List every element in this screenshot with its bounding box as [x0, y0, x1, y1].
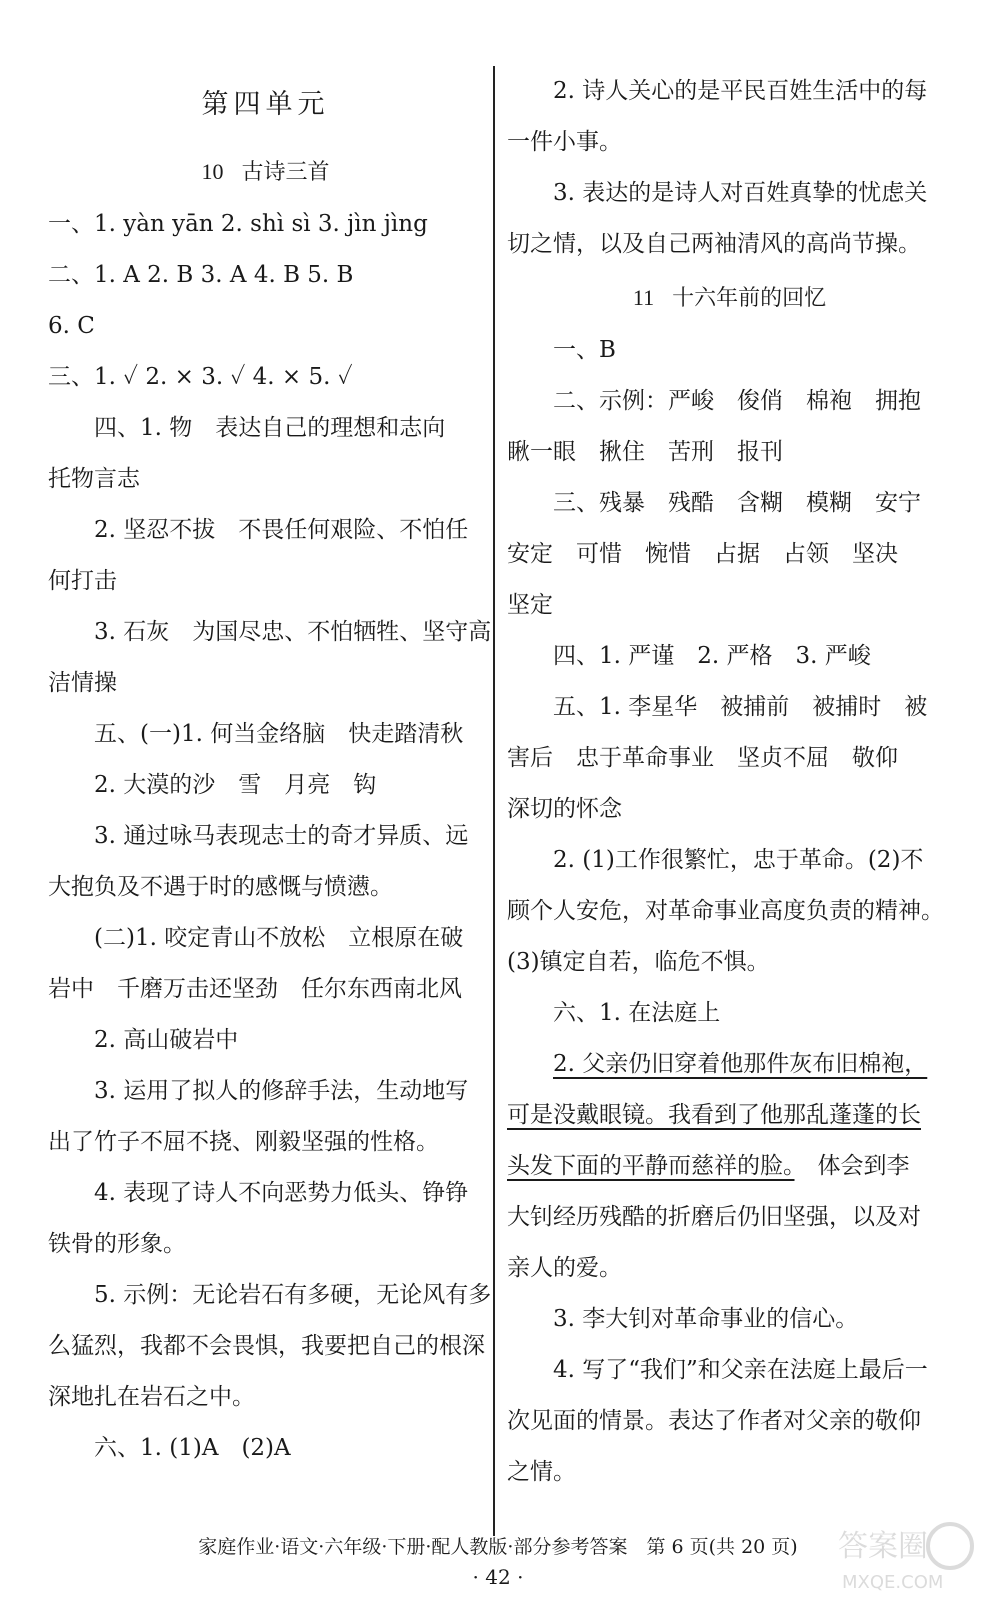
answer-line: 一件小事。 — [507, 129, 622, 155]
answer-line: 深地扎在岩石之中。 — [48, 1384, 255, 1410]
watermark-text: 答案圈 — [838, 1529, 928, 1564]
answer-line: 3. 表达的是诗人对百姓真挚的忧虑关 — [553, 180, 928, 206]
answer-line: (二)1. 咬定青山不放松 立根原在破 — [94, 925, 464, 951]
answer-line: 2. 高山破岩中 — [94, 1027, 239, 1053]
answer-line: 岩中 千磨万击还坚劲 任尔东西南北风 — [48, 976, 462, 1002]
answer-line: 4. 表现了诗人不向恶势力低头、铮铮 — [94, 1180, 469, 1206]
answer-line: 四、1. 严谨 2. 严格 3. 严峻 — [553, 643, 871, 669]
right-column — [507, 66, 952, 1498]
answer-line: 么猛烈，我都不会畏惧，我要把自己的根深 — [48, 1333, 485, 1359]
answer-line: 大钊经历残酷的折磨后仍旧坚强，以及对 — [507, 1204, 921, 1230]
left-column — [48, 66, 492, 1474]
answer-line: 一、B — [553, 337, 616, 363]
answer-line: 顾个人安危，对革命事业高度负责的精神。 — [507, 898, 944, 924]
answer-line: 坚定 — [507, 592, 553, 618]
answer-line: 六、1. 在法庭上 — [553, 1000, 721, 1026]
answer-line: 大抱负及不遇于时的感慨与愤懑。 — [48, 874, 393, 900]
answer-line: 瞅一眼 揪住 苦刑 报刊 — [507, 439, 783, 465]
answer-line: 3. 石灰 为国尽忠、不怕牺牲、坚守高 — [94, 619, 492, 645]
section-number: 10 — [201, 159, 224, 184]
answer-line: 安定 可惜 惋惜 占据 占领 坚决 — [507, 541, 898, 567]
answer-line: 二、示例：严峻 俊俏 棉袍 拥抱 — [553, 388, 921, 414]
answer-line: 切之情，以及自己两袖清风的高尚节操。 — [507, 231, 921, 257]
section-name: 十六年前的回忆 — [672, 286, 827, 311]
answer-line: 四、1. 物 表达自己的理想和志向 — [94, 415, 446, 441]
answer-line: 2. 坚忍不拔 不畏任何艰险、不怕任 — [94, 517, 469, 543]
answer-line: 6. C — [48, 313, 95, 339]
answer-line: 3. 通过咏马表现志士的奇才异质、远 — [94, 823, 469, 849]
answer-line: 出了竹子不屈不挠、刚毅坚强的性格。 — [48, 1129, 439, 1155]
section-title-10 — [48, 144, 483, 199]
watermark-logo-icon — [832, 1516, 982, 1596]
answer-line: 2. 诗人关心的是平民百姓生活中的每 — [553, 78, 928, 104]
section-title-11 — [507, 270, 952, 325]
answer-line: 六、1. (1)A (2)A — [94, 1435, 291, 1461]
answer-line: (3)镇定自若，临危不惧。 — [507, 949, 770, 975]
underlined-answer-line: 可是没戴眼镜。我看到了他那乱蓬蓬的长 — [507, 1102, 921, 1128]
column-divider — [493, 66, 495, 1536]
answer-line: 何打击 — [48, 568, 117, 594]
answer-line: 五、1. 李星华 被捕前 被捕时 被 — [553, 694, 928, 720]
answer-line: 3. 运用了拟人的修辞手法，生动地写 — [94, 1078, 469, 1104]
answer-line: 亲人的爱。 — [507, 1255, 622, 1281]
answer-line: 4. 写了“我们”和父亲在法庭上最后一 — [553, 1357, 928, 1383]
right-answer-lines-bottom — [507, 1192, 952, 1498]
answer-line: 一、1. yàn yān 2. shì sì 3. jìn jìng — [48, 211, 428, 237]
answer-line: 2. (1)工作很繁忙，忠于革命。(2)不 — [553, 847, 924, 873]
answer-line: 三、残暴 残酷 含糊 模糊 安宁 — [553, 490, 921, 516]
answer-line: 铁骨的形象。 — [48, 1231, 186, 1257]
answer-line: 3. 李大钊对革命事业的信心。 — [553, 1306, 859, 1332]
answer-line: 深切的怀念 — [507, 796, 622, 822]
page-footer: 家庭作业·语文·六年级·下册·配人教版·部分参考答案 第 6 页(共 20 页) — [198, 1536, 798, 1558]
unit-title: 第四单元 — [201, 89, 330, 120]
right-answer-lines-mid — [507, 325, 952, 1039]
answer-line: 害后 忠于革命事业 坚贞不屈 敬仰 — [507, 745, 898, 771]
answer-line: 5. 示例：无论岩石有多硬，无论风有多 — [94, 1282, 492, 1308]
answer-line: 洁情操 — [48, 670, 117, 696]
answer-line: 托物言志 — [48, 466, 140, 492]
watermark-url: MXQE.COM — [842, 1572, 944, 1593]
answer-line: 五、(一)1. 何当金络脑 快走踏清秋 — [94, 721, 464, 747]
answer-line: 二、1. A 2. B 3. A 4. B 5. B — [48, 262, 354, 288]
answer-line: 2. 大漠的沙 雪 月亮 钩 — [94, 772, 377, 798]
answer-line: 次见面的情景。表达了作者对父亲的敬仰 — [507, 1408, 921, 1434]
answer-line: 三、1. ✓ 2. × 3. ✓ 4. × 5. ✓ — [48, 364, 353, 390]
answer-line: 之情。 — [507, 1459, 576, 1485]
page-number: · 42 · — [472, 1565, 524, 1589]
section-number: 11 — [632, 285, 655, 310]
left-answer-lines — [48, 199, 492, 1474]
underlined-answer-line: 头发下面的平静而慈祥的脸。 体会到李 — [507, 1153, 910, 1179]
right-answer-lines-top — [507, 66, 952, 270]
underlined-answer-line: 2. 父亲仍旧穿着他那件灰布旧棉袍， — [553, 1051, 928, 1077]
section-name: 古诗三首 — [241, 160, 330, 185]
